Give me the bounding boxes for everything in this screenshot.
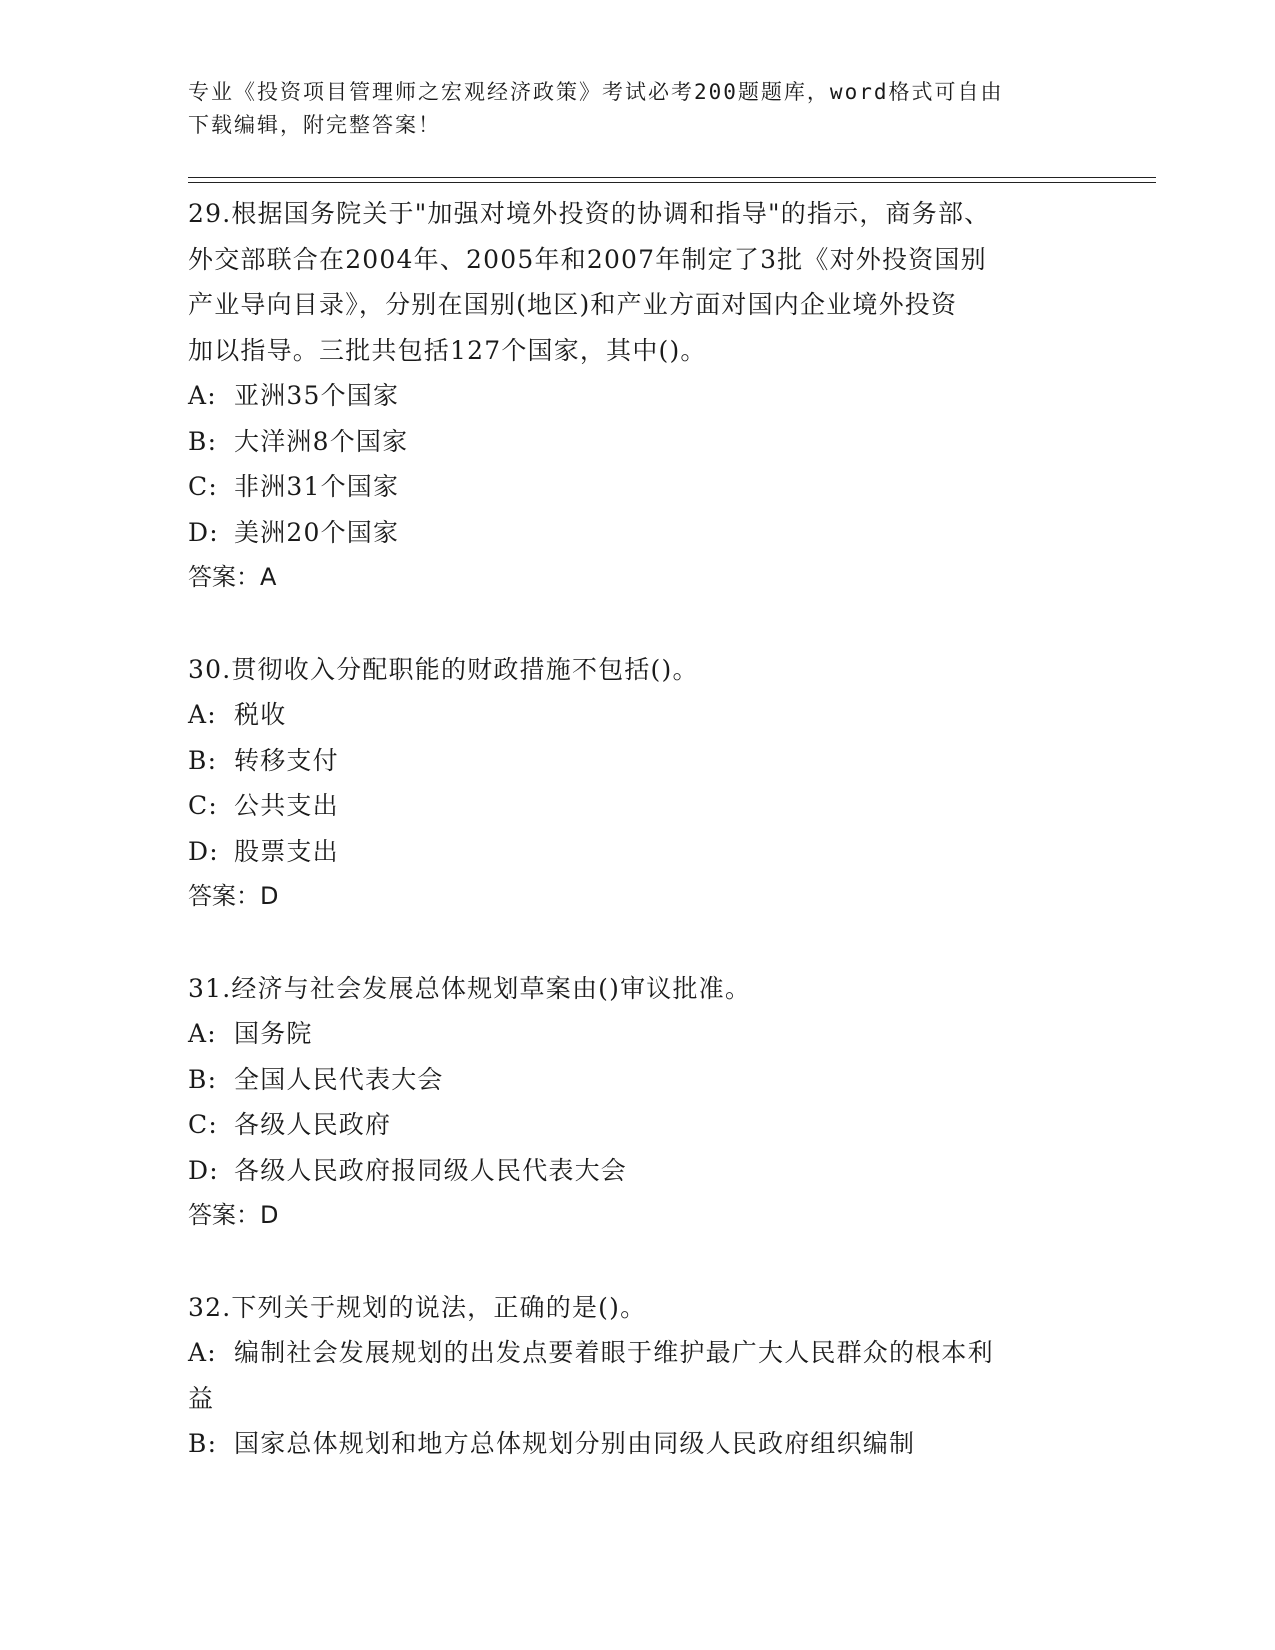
option-key: B:	[188, 745, 218, 775]
option-key: A:	[188, 1019, 217, 1048]
option-text: 公共支出	[234, 791, 339, 820]
option-key: A:	[188, 700, 217, 729]
option-d	[188, 1148, 1088, 1194]
answer-label: 答案：D	[188, 1201, 279, 1229]
stem-line: 外交部联合在2004年、2005年和2007年制定了3批《对外投资国别	[188, 244, 987, 274]
option-key: B:	[188, 1429, 218, 1458]
option-text: 税收	[234, 700, 287, 729]
option-key: C:	[188, 472, 218, 501]
option-text: 股票支出	[234, 836, 339, 866]
option-text: 非洲31个国家	[234, 472, 400, 501]
header-divider-bottom	[188, 182, 1156, 183]
question-list	[188, 191, 1088, 1467]
option-key: C:	[188, 791, 218, 820]
option-key: A:	[188, 1338, 217, 1367]
option-text: 亚洲35个国家	[234, 381, 400, 410]
question-stem	[188, 191, 1088, 373]
option-text: 编制社会发展规划的出发点要着眼于维护最广大人民群众的根本利	[234, 1338, 994, 1367]
option-key: A:	[188, 381, 217, 410]
option-text: 各级人民政府	[234, 1110, 392, 1139]
stem-line: 29.根据国务院关于"加强对境外投资的协调和指导"的指示，商务部、	[188, 199, 991, 228]
option-text: 大洋洲8个国家	[234, 426, 409, 456]
spacer	[188, 920, 1088, 966]
header-line-1: 专业《投资项目管理师之宏观经济政策》考试必考200题题库，word格式可自由	[188, 80, 1004, 104]
option-key: C:	[188, 1110, 218, 1139]
stem-line: 30.贯彻收入分配职能的财政措施不包括()。	[188, 654, 699, 684]
document-header	[188, 76, 1088, 142]
option-b	[188, 738, 1088, 784]
header-line-2: 下载编辑，附完整答案！	[188, 113, 441, 137]
option-c	[188, 1102, 1088, 1148]
option-a	[188, 692, 1088, 738]
option-key: B:	[188, 426, 218, 456]
option-key: D:	[188, 1155, 219, 1185]
header-divider-top	[188, 177, 1156, 178]
option-text: 转移支付	[234, 745, 339, 775]
question-29	[188, 191, 1088, 601]
option-a-continuation: 益	[188, 1383, 215, 1413]
option-text: 各级人民政府报同级人民代表大会	[234, 1155, 628, 1185]
option-key: D:	[188, 517, 219, 547]
option-text: 国家总体规划和地方总体规划分别由同级人民政府组织编制	[234, 1429, 916, 1458]
question-31	[188, 966, 1088, 1239]
answer-label: 答案：D	[188, 882, 279, 910]
question-stem	[188, 647, 1088, 693]
option-key: B:	[188, 1064, 218, 1094]
spacer	[188, 1239, 1088, 1285]
option-key: D:	[188, 836, 219, 866]
question-32	[188, 1285, 1088, 1467]
option-text: 国务院	[234, 1019, 313, 1048]
answer-label: 答案：A	[188, 563, 277, 591]
stem-line: 加以指导。三批共包括127个国家，其中()。	[188, 335, 707, 365]
stem-line: 31.经济与社会发展总体规划草案由()审议批准。	[188, 973, 752, 1003]
option-b	[188, 419, 1088, 465]
stem-line: 32.下列关于规划的说法，正确的是()。	[188, 1292, 647, 1322]
stem-line: 产业导向目录》，分别在国别(地区)和产业方面对国内企业境外投资	[188, 290, 958, 319]
option-c	[188, 783, 1088, 829]
spacer	[188, 601, 1088, 647]
question-stem	[188, 1285, 1088, 1331]
option-b	[188, 1421, 1088, 1467]
option-a	[188, 1011, 1088, 1057]
option-d	[188, 829, 1088, 875]
option-a	[188, 1330, 1088, 1376]
option-text: 美洲20个国家	[234, 517, 400, 547]
option-c	[188, 464, 1088, 510]
question-30	[188, 647, 1088, 920]
option-b	[188, 1057, 1088, 1103]
option-text: 全国人民代表大会	[234, 1064, 444, 1094]
option-d	[188, 510, 1088, 556]
question-stem	[188, 966, 1088, 1012]
option-a	[188, 373, 1088, 419]
